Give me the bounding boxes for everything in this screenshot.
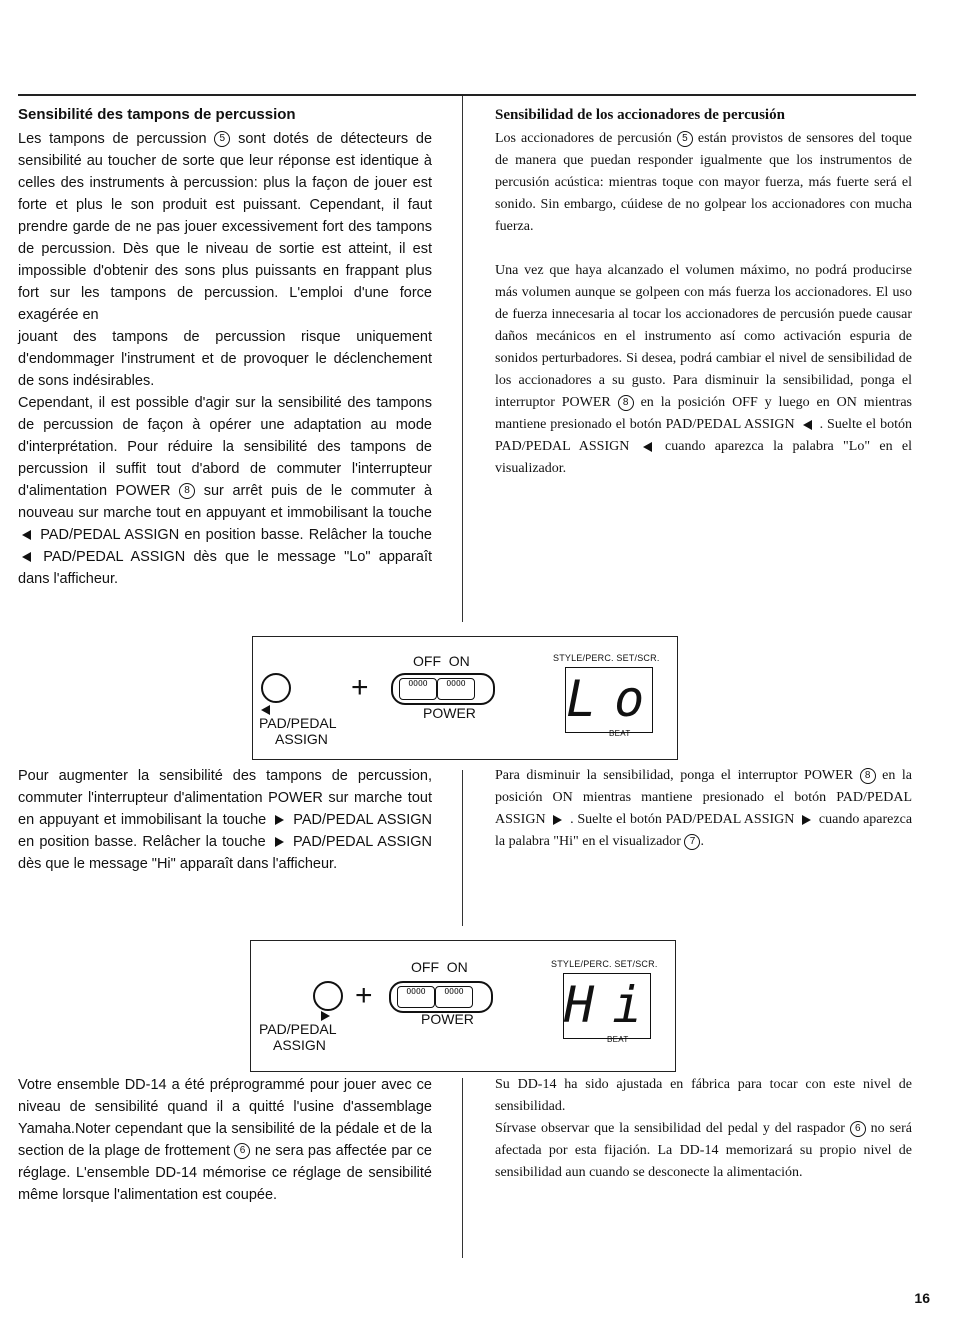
top-rule xyxy=(18,94,916,96)
fr-paragraph-3: Cependant, il est possible d'agir sur la sensibilité des tampons de percussion de façon à opérer une adaptation au mode d'interprétation. Pour réduire la sensibilité des tampons de percussion il suffit tout d'abord de commuter l'interrupteur d'alimentation POWER 8 sur arrêt puis de le commuter à nouveau sur marche tout en appuyant et immobilisant la touche PAD/PEDAL ASSIGN en position basse. Relâcher la touche PAD/PEDAL ASSIGN dès que le message "Lo" apparaît dans l'afficheur. xyxy=(18,395,433,587)
pad-pedal-label: PAD/PEDAL xyxy=(259,1021,337,1037)
left-triangle-icon xyxy=(643,442,652,452)
fr-heading: Sensibilité des tampons de percussion xyxy=(18,106,296,123)
pad-pedal-button-icon xyxy=(261,673,291,703)
plus-sign: + xyxy=(355,979,373,1012)
right-triangle-icon xyxy=(321,1011,330,1021)
power-label: POWER xyxy=(423,705,476,721)
circled-number-5: 5 xyxy=(214,131,230,147)
style-perc-label: STYLE/PERC. SET/SCR. xyxy=(553,653,660,663)
section3-spanish xyxy=(495,1074,912,1184)
circled-number-8: 8 xyxy=(860,768,876,784)
left-triangle-icon xyxy=(22,552,31,562)
lcd-text: Hi xyxy=(564,976,661,1034)
circled-number-6: 6 xyxy=(850,1121,866,1137)
left-triangle-icon xyxy=(261,705,270,715)
assign-label: ASSIGN xyxy=(273,1037,326,1053)
assign-label: ASSIGN xyxy=(275,731,328,747)
diagram-hi xyxy=(250,940,676,1072)
es-paragraph-1: Los accionadores de percusión 5 están provistos de sensores del toque de manera que puedan responder igualmente que los instrumentos de percusión acústica: mientras toque con mayor fuerza, más fuerte será el sonido. Sin embargo, cúidese de no golpear los accionadores con mucha fuerza. xyxy=(495,131,912,234)
es-hi-paragraph: Para disminuir la sensibilidad, ponga el interruptor POWER 8 en la posición ON mientras mantiene presionado el botón PAD/PEDAL ASSIGN . Suelte el botón PAD/PEDAL ASSIGN cuando aparezca la palabra "Hi" en el visualizador 7 . xyxy=(495,768,913,849)
fr-paragraph-1: Les tampons de percussion 5 sont dotés de détecteurs de sensibilité au toucher de sorte que leur réponse est identique à celles des instruments à percussion: plus la façon de jouer est forte et plus le son produit est puissant. Cependant, il faut prendre garde de ne pas jouer excessivement fort des tampons de percussion. Dès que le niveau de sortie est atteint, il est impossible d'obtenir des sons plus puissants en frappant plus fort sur les tampons de percussion. L'emploi d'une force exagérée en xyxy=(18,131,433,323)
off-on-label: OFF ON xyxy=(413,653,470,669)
pad-pedal-button-icon xyxy=(313,981,343,1011)
off-on-label: OFF ON xyxy=(411,959,468,975)
power-switch-icon xyxy=(389,981,493,1013)
right-triangle-icon xyxy=(275,837,284,847)
switch-off-half: OOOO xyxy=(397,986,435,1008)
lcd-text: Lo xyxy=(566,670,663,728)
beat-label: BEAT xyxy=(607,1035,629,1044)
fr-hi-paragraph: Pour augmenter la sensibilité des tampons de percussion, commuter l'interrupteur d'alimentation POWER sur marche tout en appuyant et immobilisant la touche PAD/PEDAL ASSIGN en position basse. Relâcher la touche PAD/PEDAL ASSIGN dès que le message "Hi" apparaît dans l'afficheur. xyxy=(18,768,433,872)
left-triangle-icon xyxy=(22,530,31,540)
plus-sign: + xyxy=(351,671,369,704)
column-divider-3 xyxy=(462,1078,463,1258)
fr-paragraph-2: jouant des tampons de percussion risque uniquement d'endommager l'instrument et de provoquer le déclenchement de sons indésirables. xyxy=(18,329,432,389)
page-number: 16 xyxy=(914,1290,930,1306)
switch-on-half: OOOO xyxy=(437,678,475,700)
lcd-display xyxy=(565,667,663,733)
circled-number-5: 5 xyxy=(677,131,693,147)
es-heading: Sensibilidad de los accionadores de percusión xyxy=(495,107,785,123)
style-perc-label: STYLE/PERC. SET/SCR. xyxy=(551,959,658,969)
circled-number-8: 8 xyxy=(618,395,634,411)
pad-pedal-label: PAD/PEDAL xyxy=(259,715,337,731)
switch-off-half: OOOO xyxy=(399,678,437,700)
column-divider-1 xyxy=(462,96,463,622)
fr-factory-paragraph: Votre ensemble DD-14 a été préprogrammé pour jouer avec ce niveau de sensibilité quand il a quitté l'usine d'assemblage Yamaha.Noter cependant que la sensibilité de la pédale et de la section de la plage de frottement 6 ne sera pas affectée par ce réglage. L'ensemble DD-14 mémorise ce réglage de sensibilité même lorsque l'alimentation est coupée. xyxy=(18,1077,433,1203)
diagram-lo xyxy=(252,636,678,760)
lcd-display xyxy=(563,973,661,1039)
right-triangle-icon xyxy=(275,815,284,825)
es-factory-paragraph-2: Sírvase observar que la sensibilidad del pedal y del raspador 6 no será afectada por esta fijación. La DD-14 memorizará su propio nivel de sensibilidad aun cuando se desconecte la alimentación. xyxy=(495,1121,912,1180)
right-triangle-icon xyxy=(553,815,562,825)
section3-french xyxy=(18,1074,432,1206)
circled-number-6: 6 xyxy=(234,1143,250,1159)
section1-french xyxy=(18,104,432,590)
power-label: POWER xyxy=(421,1011,474,1027)
power-switch-icon xyxy=(391,673,495,705)
es-paragraph-2: Una vez que haya alcanzado el volumen máximo, no podrá producirse más volumen aunque se golpeen con más fuerza los accionadores. El uso de fuerza innecesaria al tocar los accionadores de percusión puede causar daños mecánicos en el instrumento así como activación espuria de sonidos perturbadores. Si desea, podrá cambiar el nivel de sensibilidad de los accionadores a su gusto. Para disminuir la sensibilidad, ponga el interruptor POWER 8 en la posición OFF y luego en ON mientras mantiene presionado el botón PAD/PEDAL ASSIGN . Suelte el botón PAD/PEDAL ASSIGN cuando aparezca la palabra "Lo" en el visualizador. xyxy=(495,263,913,476)
section1-spanish xyxy=(495,104,912,480)
left-triangle-icon xyxy=(803,420,812,430)
column-divider-2 xyxy=(462,770,463,926)
circled-number-8: 8 xyxy=(179,483,195,499)
switch-on-half: OOOO xyxy=(435,986,473,1008)
section2-french xyxy=(18,765,432,875)
section2-spanish xyxy=(495,765,912,853)
beat-label: BEAT xyxy=(609,729,631,738)
es-factory-paragraph-1: Su DD-14 ha sido ajustada en fábrica para tocar con este nivel de sensibilidad. xyxy=(495,1077,912,1114)
right-triangle-icon xyxy=(802,815,811,825)
circled-number-7: 7 xyxy=(684,834,700,850)
